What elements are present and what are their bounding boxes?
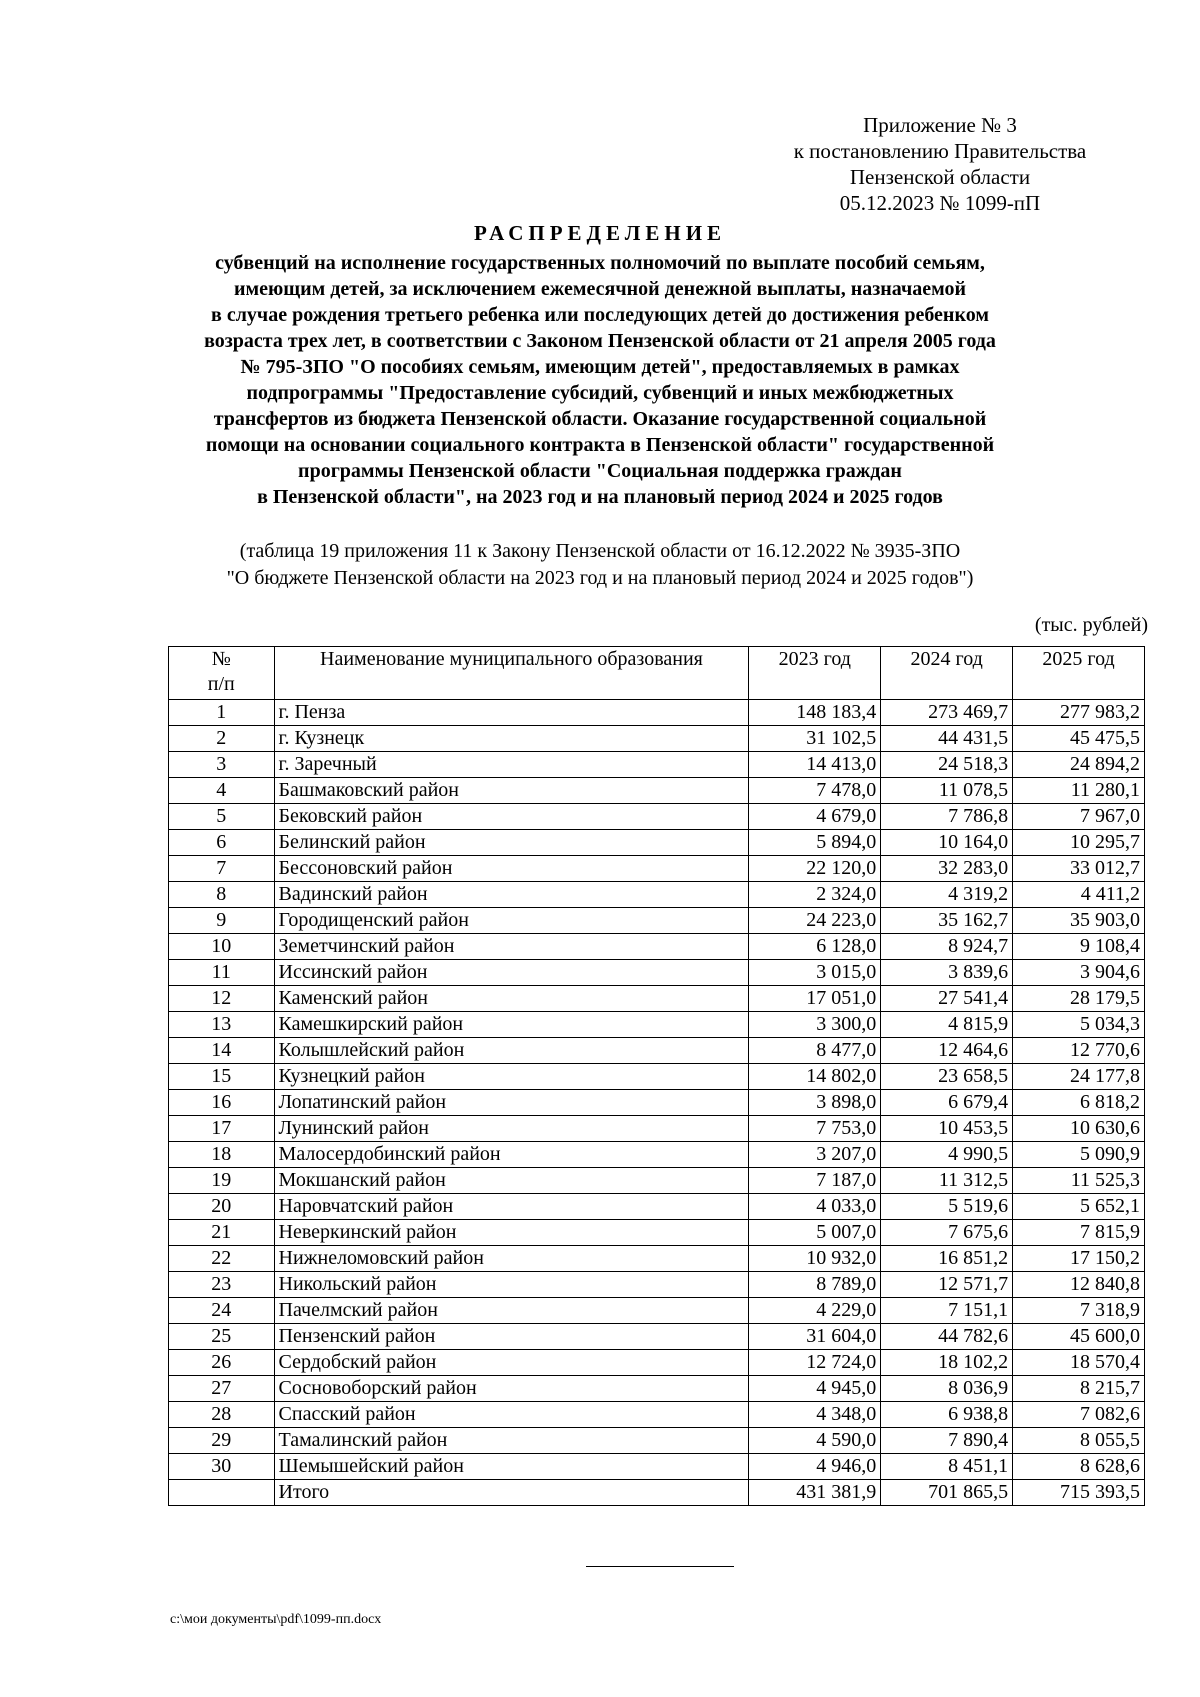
row-value-2025: 24 894,2 [1013,752,1145,778]
row-municipality: Итого [274,1480,749,1506]
distribution-table [168,646,1145,1506]
row-value-2025: 45 600,0 [1013,1324,1145,1350]
row-number: 29 [169,1428,275,1454]
header-2025: 2025 год [1013,647,1145,700]
row-value-2024: 7 675,6 [881,1220,1013,1246]
table-row [169,778,1145,804]
row-number: 7 [169,856,275,882]
row-municipality: Кузнецкий район [274,1064,749,1090]
row-number: 26 [169,1350,275,1376]
table-row [169,960,1145,986]
table-row [169,1324,1145,1350]
table-row [169,934,1145,960]
row-municipality: Никольский район [274,1272,749,1298]
row-municipality: Мокшанский район [274,1168,749,1194]
row-number: 21 [169,1220,275,1246]
law-reference-note [100,538,1100,592]
row-number: 6 [169,830,275,856]
row-municipality: Бековский район [274,804,749,830]
header-number [169,647,275,700]
row-municipality: Нижнеломовский район [274,1246,749,1272]
row-value-2024: 5 519,6 [881,1194,1013,1220]
appendix-line: Приложение № 3 [863,113,1017,137]
appendix-block [790,112,1090,216]
row-value-2024: 4 815,9 [881,1012,1013,1038]
row-value-2023: 148 183,4 [749,700,881,726]
row-number: 15 [169,1064,275,1090]
row-municipality: г. Заречный [274,752,749,778]
table-row [169,1194,1145,1220]
table-row [169,1012,1145,1038]
footer-file-path: c:\мои документы\pdf\1099-пп.docx [170,1612,382,1627]
note-line: (таблица 19 приложения 11 к Закону Пензенской области от 16.12.2022 № 3935-ЗПО [239,540,961,562]
row-value-2025: 7 815,9 [1013,1220,1145,1246]
row-municipality: Тамалинский район [274,1428,749,1454]
row-value-2025: 10 630,6 [1013,1116,1145,1142]
row-value-2023: 4 679,0 [749,804,881,830]
row-value-2023: 7 187,0 [749,1168,881,1194]
table-row [169,908,1145,934]
row-value-2025: 11 525,3 [1013,1168,1145,1194]
row-number: 30 [169,1454,275,1480]
row-municipality: Бессоновский район [274,856,749,882]
row-value-2024: 8 451,1 [881,1454,1013,1480]
table-row [169,1246,1145,1272]
row-municipality: Башмаковский район [274,778,749,804]
row-value-2025: 10 295,7 [1013,830,1145,856]
row-number: 12 [169,986,275,1012]
row-value-2023: 14 413,0 [749,752,881,778]
row-value-2024: 12 571,7 [881,1272,1013,1298]
document-title: РАСПРЕДЕЛЕНИЕ [473,221,727,245]
row-value-2025: 35 903,0 [1013,908,1145,934]
row-municipality: Сердобский район [274,1350,749,1376]
row-number: 25 [169,1324,275,1350]
table-row [169,1038,1145,1064]
heading-line: в Пензенской области", на 2023 год и на плановый период 2024 и 2025 годов [257,486,943,508]
row-value-2024: 24 518,3 [881,752,1013,778]
row-municipality: Колышлейский район [274,1038,749,1064]
row-value-2025: 12 840,8 [1013,1272,1145,1298]
table-row [169,1090,1145,1116]
header-number-line1: № [211,648,231,670]
row-value-2024: 11 078,5 [881,778,1013,804]
table-row [169,1454,1145,1480]
row-number: 5 [169,804,275,830]
row-number: 17 [169,1116,275,1142]
row-value-2024: 44 431,5 [881,726,1013,752]
row-value-2024: 23 658,5 [881,1064,1013,1090]
row-value-2025: 277 983,2 [1013,700,1145,726]
table-row [169,726,1145,752]
table-row [169,804,1145,830]
row-value-2023: 3 898,0 [749,1090,881,1116]
row-municipality: Сосновоборский район [274,1376,749,1402]
row-value-2025: 5 090,9 [1013,1142,1145,1168]
table-row [169,882,1145,908]
row-value-2025: 8 055,5 [1013,1428,1145,1454]
row-value-2025: 5 652,1 [1013,1194,1145,1220]
table-row [169,700,1145,726]
table-row [169,1064,1145,1090]
row-value-2023: 4 946,0 [749,1454,881,1480]
row-value-2023: 3 300,0 [749,1012,881,1038]
document-heading [100,250,1100,510]
row-value-2023: 4 348,0 [749,1402,881,1428]
row-municipality: Малосердобинский район [274,1142,749,1168]
row-number: 20 [169,1194,275,1220]
row-value-2025: 24 177,8 [1013,1064,1145,1090]
appendix-line: Пензенской области [849,165,1031,189]
table-row [169,1350,1145,1376]
header-name: Наименование муниципального образования [274,647,749,700]
row-number: 1 [169,700,275,726]
row-number: 28 [169,1402,275,1428]
row-value-2023: 4 590,0 [749,1428,881,1454]
row-value-2024: 6 679,4 [881,1090,1013,1116]
row-value-2025: 7 082,6 [1013,1402,1145,1428]
row-value-2025: 17 150,2 [1013,1246,1145,1272]
row-value-2025: 45 475,5 [1013,726,1145,752]
header-2023: 2023 год [749,647,881,700]
heading-line: возраста трех лет, в соответствии с Законом Пензенской области от 21 апреля 2005 года [204,330,996,352]
row-value-2023: 2 324,0 [749,882,881,908]
row-number: 24 [169,1298,275,1324]
row-value-2023: 31 604,0 [749,1324,881,1350]
row-value-2024: 7 786,8 [881,804,1013,830]
heading-line: подпрограммы "Предоставление субсидий, субвенций и иных межбюджетных [246,382,954,404]
row-value-2023: 5 007,0 [749,1220,881,1246]
row-number: 18 [169,1142,275,1168]
row-number: 27 [169,1376,275,1402]
table-body [169,700,1145,1506]
row-value-2023: 24 223,0 [749,908,881,934]
row-number: 22 [169,1246,275,1272]
row-number: 8 [169,882,275,908]
row-number: 9 [169,908,275,934]
heading-line: в случае рождения третьего ребенка или последующих детей до достижения ребенком [211,304,989,326]
row-municipality: Неверкинский район [274,1220,749,1246]
row-number: 10 [169,934,275,960]
heading-line: № 795-ЗПО "О пособиях семьям, имеющим детей", предоставляемых в рамках [240,356,960,378]
table-row [169,1220,1145,1246]
table-row [169,752,1145,778]
appendix-line: к постановлению Правительства [793,139,1087,163]
table-row [169,1168,1145,1194]
row-number: 11 [169,960,275,986]
heading-line: помощи на основании социального контракта в Пензенской области" государственной [205,434,995,456]
table-total-row [169,1480,1145,1506]
row-number [169,1480,275,1506]
row-number: 13 [169,1012,275,1038]
row-municipality: Городищенский район [274,908,749,934]
row-value-2025: 12 770,6 [1013,1038,1145,1064]
row-value-2025: 715 393,5 [1013,1480,1145,1506]
row-value-2025: 18 570,4 [1013,1350,1145,1376]
row-number: 23 [169,1272,275,1298]
row-municipality: Пачелмский район [274,1298,749,1324]
row-value-2024: 7 151,1 [881,1298,1013,1324]
row-value-2023: 3 015,0 [749,960,881,986]
row-municipality: Вадинский район [274,882,749,908]
row-value-2023: 5 894,0 [749,830,881,856]
table-row [169,1402,1145,1428]
row-value-2025: 28 179,5 [1013,986,1145,1012]
row-value-2024: 10 164,0 [881,830,1013,856]
row-value-2024: 3 839,6 [881,960,1013,986]
heading-line: трансфертов из бюджета Пензенской области. Оказание государственной социальной [213,408,987,430]
row-value-2025: 4 411,2 [1013,882,1145,908]
row-value-2023: 431 381,9 [749,1480,881,1506]
table-row [169,830,1145,856]
row-municipality: Камешкирский район [274,1012,749,1038]
row-value-2023: 22 120,0 [749,856,881,882]
row-municipality: Спасский район [274,1402,749,1428]
row-value-2024: 12 464,6 [881,1038,1013,1064]
table-row [169,1142,1145,1168]
table-row [169,1298,1145,1324]
row-value-2024: 44 782,6 [881,1324,1013,1350]
row-value-2025: 7 967,0 [1013,804,1145,830]
row-value-2023: 7 753,0 [749,1116,881,1142]
row-value-2024: 8 036,9 [881,1376,1013,1402]
row-value-2023: 4 033,0 [749,1194,881,1220]
row-value-2025: 6 818,2 [1013,1090,1145,1116]
row-number: 2 [169,726,275,752]
row-value-2024: 7 890,4 [881,1428,1013,1454]
row-municipality: Лопатинский район [274,1090,749,1116]
row-value-2024: 4 990,5 [881,1142,1013,1168]
row-number: 19 [169,1168,275,1194]
row-municipality: Белинский район [274,830,749,856]
end-rule [586,1566,734,1567]
row-value-2025: 7 318,9 [1013,1298,1145,1324]
row-municipality: Иссинский район [274,960,749,986]
row-value-2024: 701 865,5 [881,1480,1013,1506]
table-header-row [169,647,1145,700]
row-number: 14 [169,1038,275,1064]
table-row [169,1376,1145,1402]
row-municipality: Пензенский район [274,1324,749,1350]
row-value-2023: 10 932,0 [749,1246,881,1272]
row-value-2025: 9 108,4 [1013,934,1145,960]
row-municipality: Шемышейский район [274,1454,749,1480]
row-value-2024: 273 469,7 [881,700,1013,726]
note-line: "О бюджете Пензенской области на 2023 год и на плановый период 2024 и 2025 годов") [226,567,974,589]
units-label: (тыс. рублей) [1034,614,1148,636]
row-value-2023: 12 724,0 [749,1350,881,1376]
row-value-2025: 3 904,6 [1013,960,1145,986]
heading-line: имеющим детей, за исключением ежемесячной денежной выплаты, назначаемой [233,278,967,300]
row-value-2024: 16 851,2 [881,1246,1013,1272]
header-2024: 2024 год [881,647,1013,700]
heading-line: программы Пензенской области "Социальная поддержка граждан [298,460,902,482]
row-value-2024: 4 319,2 [881,882,1013,908]
row-value-2023: 3 207,0 [749,1142,881,1168]
row-municipality: Земетчинский район [274,934,749,960]
row-value-2023: 4 229,0 [749,1298,881,1324]
row-value-2023: 17 051,0 [749,986,881,1012]
row-value-2023: 14 802,0 [749,1064,881,1090]
row-value-2024: 35 162,7 [881,908,1013,934]
row-number: 16 [169,1090,275,1116]
row-value-2025: 5 034,3 [1013,1012,1145,1038]
row-value-2023: 31 102,5 [749,726,881,752]
row-value-2023: 6 128,0 [749,934,881,960]
row-value-2024: 32 283,0 [881,856,1013,882]
row-value-2024: 18 102,2 [881,1350,1013,1376]
row-municipality: г. Кузнецк [274,726,749,752]
table-row [169,986,1145,1012]
row-number: 4 [169,778,275,804]
row-value-2024: 27 541,4 [881,986,1013,1012]
heading-line: субвенций на исполнение государственных полномочий по выплате пособий семьям, [215,252,985,274]
row-value-2023: 7 478,0 [749,778,881,804]
table-row [169,856,1145,882]
row-value-2025: 8 215,7 [1013,1376,1145,1402]
row-municipality: Лунинский район [274,1116,749,1142]
row-value-2023: 4 945,0 [749,1376,881,1402]
row-value-2025: 8 628,6 [1013,1454,1145,1480]
row-value-2024: 8 924,7 [881,934,1013,960]
row-municipality: Наровчатский район [274,1194,749,1220]
row-value-2024: 11 312,5 [881,1168,1013,1194]
table-row [169,1272,1145,1298]
row-number: 3 [169,752,275,778]
table-row [169,1116,1145,1142]
row-value-2023: 8 477,0 [749,1038,881,1064]
row-value-2024: 6 938,8 [881,1402,1013,1428]
row-municipality: Каменский район [274,986,749,1012]
row-municipality: г. Пенза [274,700,749,726]
appendix-line: 05.12.2023 № 1099-пП [839,191,1041,215]
row-value-2025: 33 012,7 [1013,856,1145,882]
header-number-line2: п/п [207,673,235,695]
row-value-2025: 11 280,1 [1013,778,1145,804]
row-value-2023: 8 789,0 [749,1272,881,1298]
table-row [169,1428,1145,1454]
row-value-2024: 10 453,5 [881,1116,1013,1142]
